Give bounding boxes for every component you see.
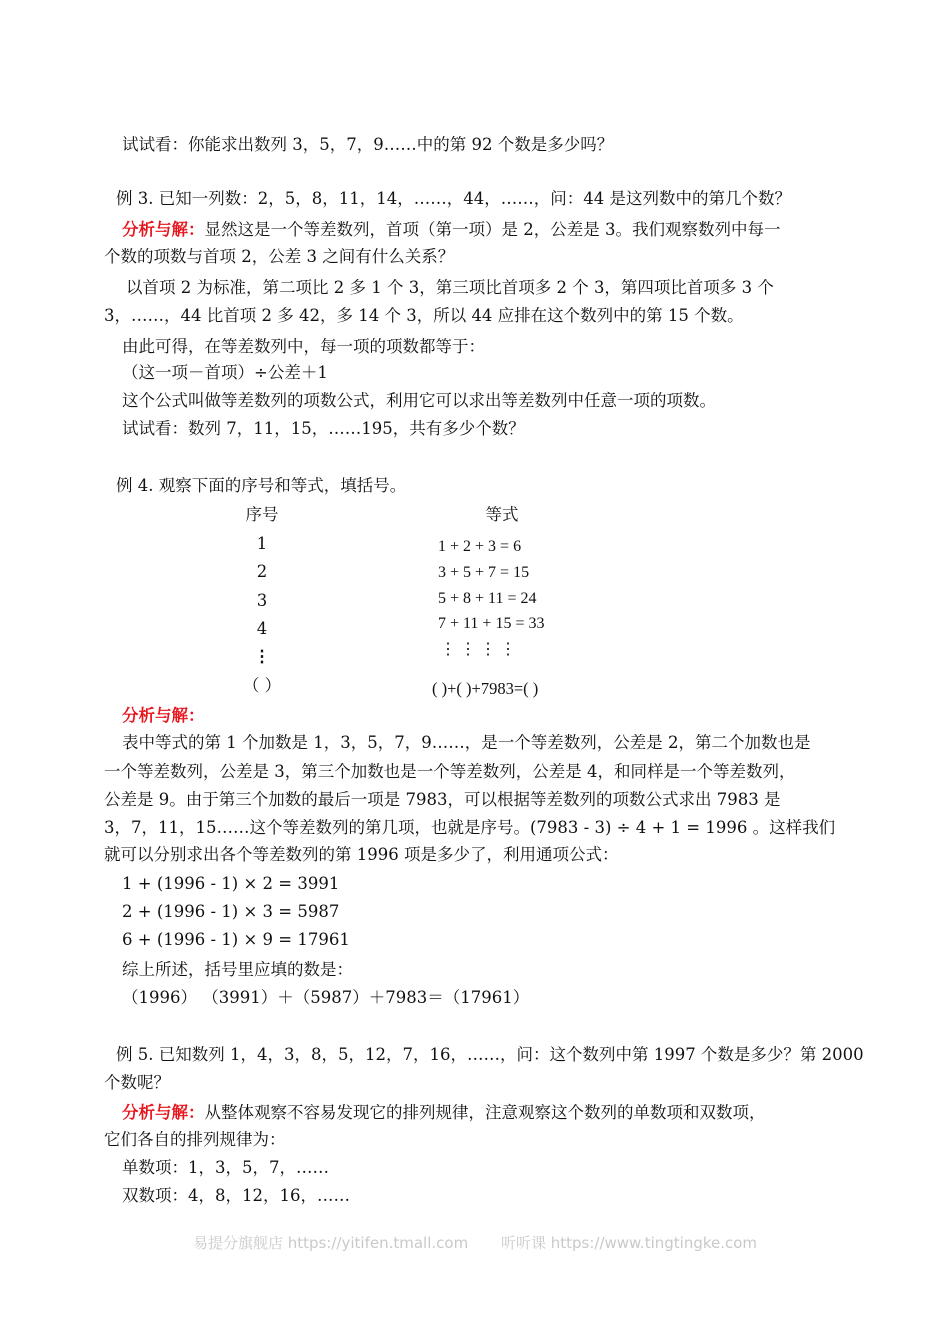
- seq-cell: 2: [256, 562, 268, 581]
- example-4-analysis-label: 分析与解：: [122, 706, 205, 725]
- example-5-analysis-line-2: 它们各自的排列规律为：: [104, 1130, 286, 1149]
- try-question-1: 试试看：你能求出数列 3，5，7，9……中的第 92 个数是多少吗？: [122, 135, 614, 154]
- seq-cell: ⋮: [253, 647, 271, 666]
- seq-cell: 1: [256, 534, 268, 553]
- example-3-analysis-line-2: 个数的项数与首项 2，公差 3 之间有什么关系？: [104, 247, 455, 266]
- seq-cell: 4: [256, 619, 268, 638]
- example-3-para-2b: 3，……，44 比首项 2 多 42，多 14 个 3，所以 44 应排在这个数列中的第 15 个数。: [104, 306, 744, 325]
- example-4-para-4: 3，7，11，15……这个等差数列的第几项，也就是序号。(7983 - 3) ÷ 4 + 1 = 1996 。这样我们: [104, 818, 836, 837]
- example-4-answer: （1996） （3991）＋（5987）＋7983＝（17961）: [122, 988, 530, 1007]
- example-3-try: 试试看：数列 7，11，15，……195，共有多少个数？: [122, 419, 525, 438]
- footer-watermark: [0, 1232, 950, 1253]
- example-3-para-4: 这个公式叫做等差数列的项数公式，利用它可以求出等差数列中任意一项的项数。: [122, 391, 716, 410]
- column-header-seq: 序号: [245, 505, 279, 524]
- example-5-title-line-1: 例 5. 已知数列 1，4，3，8，5，12，7，16，……，问：这个数列中第 1997 个数是多少？第 2000: [116, 1045, 864, 1064]
- footer-shop-link-1: 易提分旗舰店 https://yitifen.tmall.com: [192, 1234, 469, 1252]
- example-3-formula: （这一项－首项）÷公差＋1: [122, 363, 328, 382]
- example-4-para-2: 一个等差数列，公差是 3，第三个加数也是一个等差数列，公差是 4，和同样是一个等差数列，: [104, 762, 796, 781]
- even-terms: 双数项：4，8，12，16，……: [122, 1186, 350, 1205]
- example-4-summary: 综上所述，括号里应填的数是：: [122, 960, 353, 979]
- equation-cell: 5 + 8 + 11 = 24: [438, 590, 537, 607]
- seq-cell: 3: [256, 591, 268, 610]
- calc-line-1: 1 + (1996 - 1) × 2 = 3991: [122, 874, 340, 893]
- odd-terms: 单数项：1，3，5，7，……: [122, 1158, 329, 1177]
- equation-cell: 3 + 5 + 7 = 15: [438, 564, 530, 581]
- example-4-para-3: 公差是 9。由于第三个加数的最后一项是 7983，可以根据等差数列的项数公式求出 7983 是: [104, 790, 781, 809]
- example-4-para-1: 表中等式的第 1 个加数是 1，3，5，7，9……，是一个等差数列，公差是 2，第二个加数也是: [122, 733, 811, 752]
- analysis-label: 分析与解：: [122, 220, 205, 239]
- column-header-equation: 等式: [485, 505, 519, 524]
- analysis-label: 分析与解：: [122, 1103, 205, 1122]
- seq-cell: （ ）: [242, 676, 282, 695]
- equation-cell: ⋮ ⋮ ⋮ ⋮: [440, 641, 516, 658]
- example-4-title: 例 4. 观察下面的序号和等式，填括号。: [116, 476, 407, 495]
- equation-cell: ( )+( )+7983=( ): [432, 679, 539, 698]
- example-3-analysis-line-1: [122, 220, 781, 240]
- footer-shop-link-2: 听听课 https://www.tingtingke.com: [500, 1234, 758, 1252]
- equation-cell: 1 + 2 + 3 = 6: [438, 538, 522, 555]
- analysis-text: 从整体观察不容易发现它的排列规律，注意观察这个数列的单数项和双数项，: [204, 1103, 766, 1122]
- equation-cell: 7 + 11 + 15 = 33: [438, 615, 545, 632]
- analysis-text: 显然这是一个等差数列，首项（第一项）是 2，公差是 3。我们观察数列中每一: [204, 220, 781, 239]
- example-3-para-2a: 以首项 2 为标准，第二项比 2 多 1 个 3，第三项比首项多 2 个 3，第四项比首项多 3 个: [126, 278, 774, 297]
- example-4-para-5: 就可以分别求出各个等差数列的第 1996 项是多少了，利用通项公式：: [104, 845, 619, 864]
- calc-line-3: 6 + (1996 - 1) × 9 = 17961: [122, 930, 350, 949]
- example-3-title: 例 3. 已知一列数：2，5，8，11，14，……，44，……，问：44 是这列数中的第几个数？: [116, 189, 791, 208]
- example-3-para-3: 由此可得，在等差数列中，每一项的项数都等于：: [122, 337, 485, 356]
- example-5-title-line-2: 个数呢？: [104, 1073, 170, 1092]
- calc-line-2: 2 + (1996 - 1) × 3 = 5987: [122, 902, 340, 921]
- example-5-analysis-line-1: [122, 1103, 766, 1123]
